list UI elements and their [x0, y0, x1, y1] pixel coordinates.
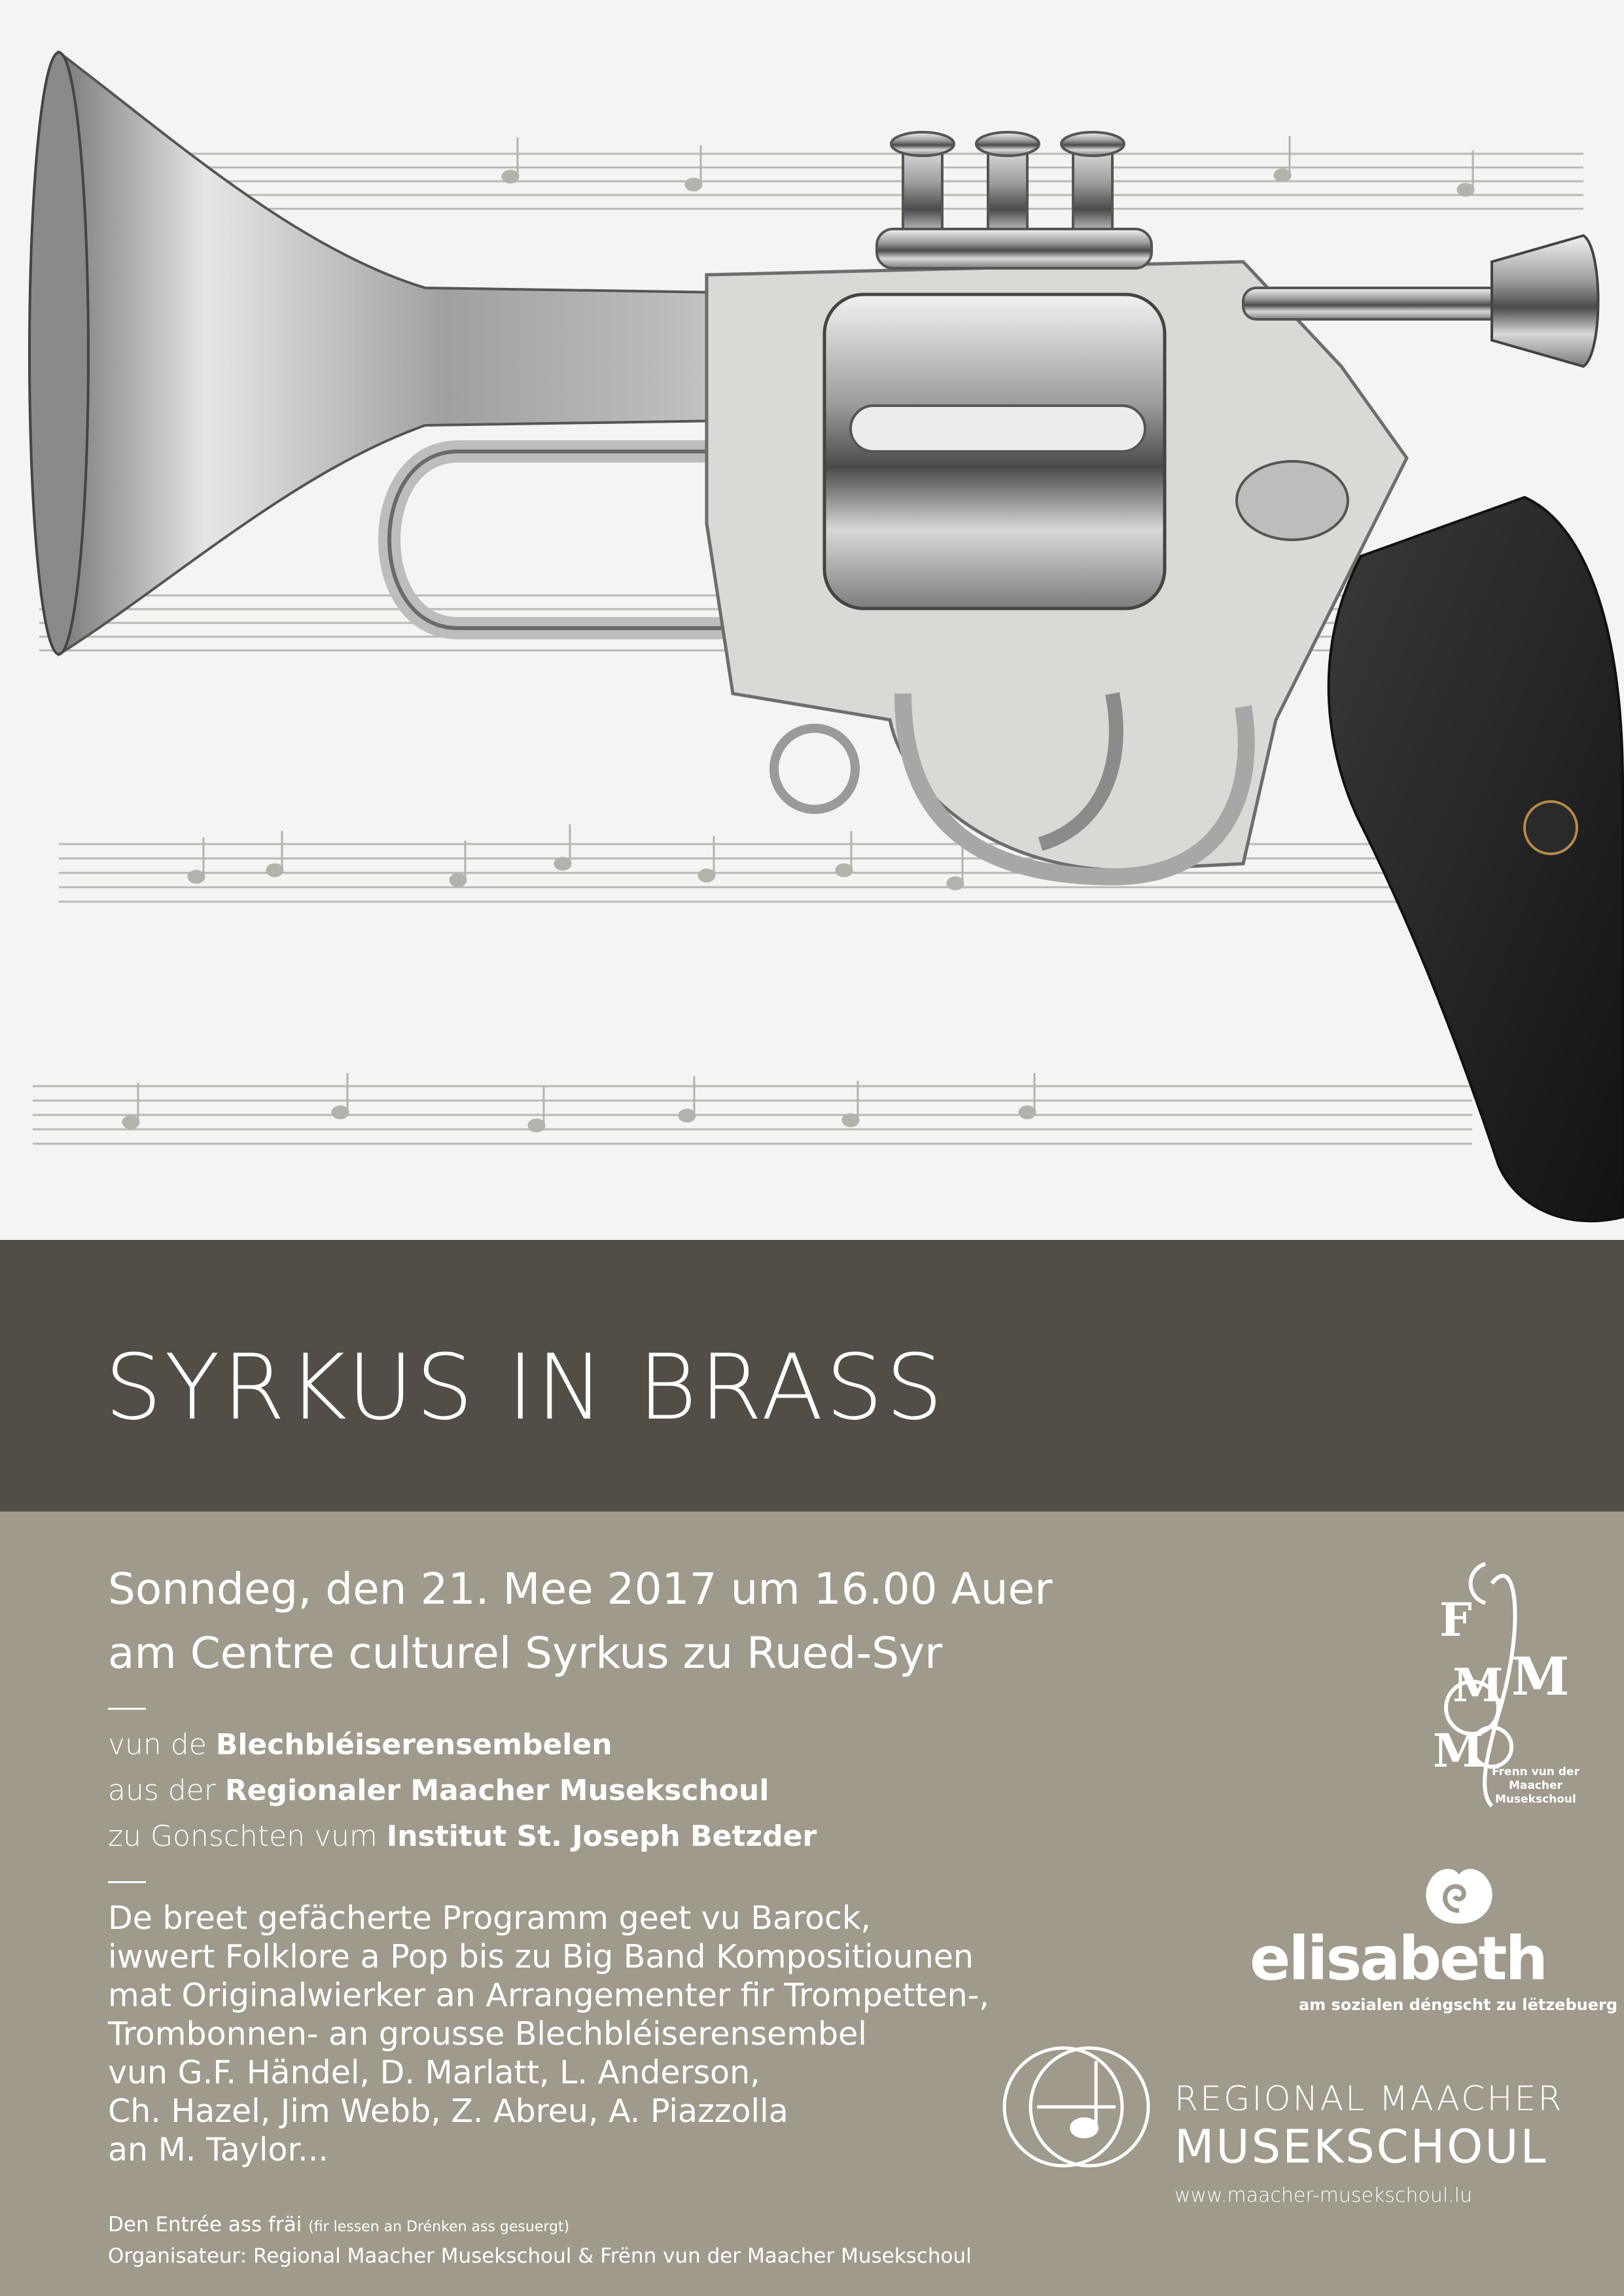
svg-text:M: M: [1433, 1723, 1484, 1778]
finger-ring: [774, 728, 855, 809]
event-date: Sonndeg, den 21. Mee 2017 um 16.00 Auer: [108, 1564, 1053, 1614]
description-line: De breet gefächerte Programm geet vu Barock,: [108, 1899, 871, 1937]
poster-title: SYRKUS IN BRASS: [105, 1335, 946, 1440]
credit-line: zu Gonschten vum Institut St. Joseph Betzder: [108, 1820, 817, 1853]
credits-list: [108, 1722, 817, 1860]
school-name-line1: REGIONAL MAACHER: [1174, 2079, 1564, 2119]
ffm-caption: Frenn vun der Maacher Musekschoul: [1492, 1765, 1580, 1806]
program-description: [108, 1899, 989, 2169]
divider: [108, 1881, 146, 1883]
entry-note: (fir lessen an Drénken ass gesuergt): [308, 2219, 570, 2235]
description-line: iwwert Folklore a Pop bis zu Big Band Kompositiounen: [108, 1938, 974, 1975]
description-line: an M. Taylor...: [108, 2131, 328, 2168]
school-name-line2: MUSEKSCHOUL: [1174, 2120, 1548, 2174]
mouthpiece-pipe: [1243, 288, 1518, 319]
description-line: Ch. Hazel, Jim Webb, Z. Abreu, A. Piazzolla: [108, 2093, 788, 2130]
event-venue: am Centre culturel Syrkus zu Rued-Syr: [108, 1628, 943, 1678]
elisabeth-logo-text: elisabeth: [1250, 1924, 1547, 1994]
organiser-text: Organisateur: Regional Maacher Musekschoul & Frënn vun der Maacher Musekschoul: [108, 2244, 972, 2268]
divider: [108, 1708, 146, 1710]
svg-text:F: F: [1439, 1593, 1472, 1647]
description-line: mat Originalwierker an Arrangementer fir Trompetten-,: [108, 1977, 989, 2014]
trumpet-valves: [877, 132, 1152, 268]
entry-text: Den Entrée ass fräi: [108, 2213, 302, 2236]
music-school-logo-icon: [998, 2028, 1155, 2185]
description-line: vun G.F. Händel, D. Marlatt, L. Anderson,: [108, 2054, 760, 2091]
credit-line: aus der Regionaler Maacher Musekschoul: [108, 1774, 769, 1807]
mouthpiece: [1492, 236, 1598, 366]
svg-text:M: M: [1511, 1646, 1570, 1707]
school-website: www.maacher-musekschoul.lu: [1174, 2184, 1473, 2207]
rose-icon: [1417, 1858, 1502, 1930]
elisabeth-tagline: am sozialen déngscht zu lëtzebuerg: [1299, 1996, 1618, 2014]
credit-line: vun de Blechbléiserensembelen: [108, 1728, 612, 1761]
grip-medallion: [1525, 802, 1577, 854]
description-line: Trombonnen- an grousse Blechbléiserensembel: [108, 2015, 867, 2053]
event-details: [108, 1557, 1052, 1686]
footer-text: [108, 2210, 972, 2270]
svg-text:M: M: [1453, 1658, 1504, 1712]
